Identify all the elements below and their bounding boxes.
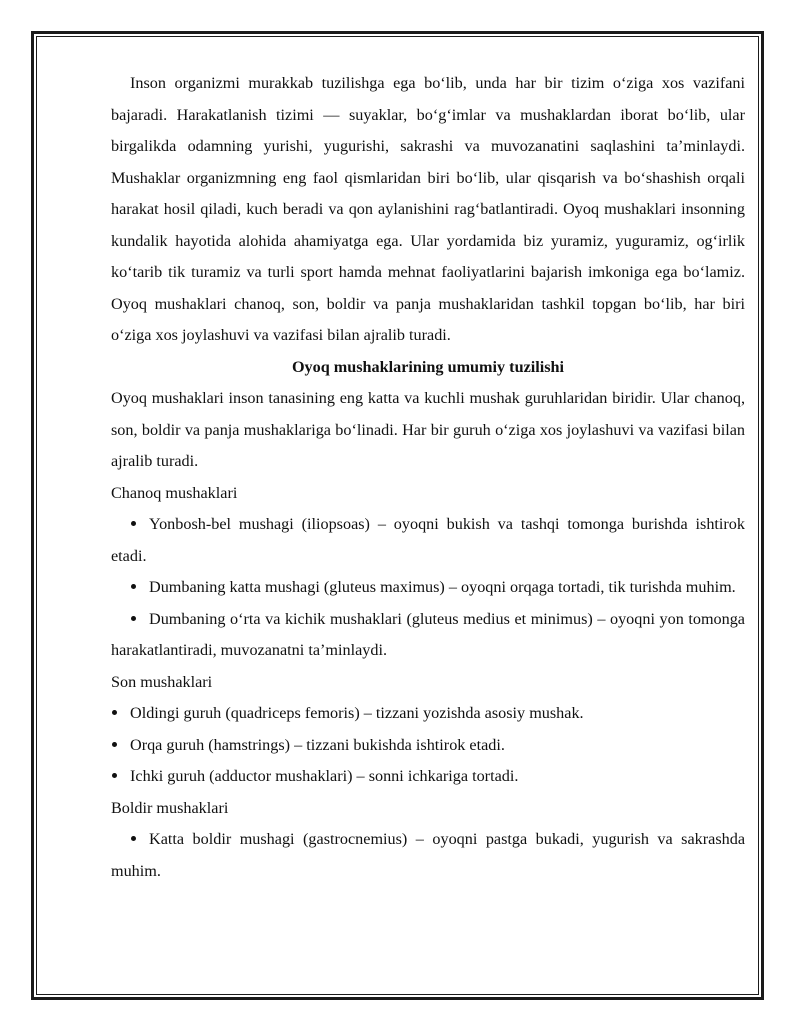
group-title-chanoq: Chanoq mushaklari: [111, 483, 238, 502]
bullet-icon: [130, 604, 149, 636]
list-item-text: Dumbaning o‘rta va kichik mushaklari (gluteus medius et minimus) – oyoqni yon tomonga harakatlantiradi, muvozanatni ta’minlaydi.: [111, 609, 745, 659]
bullet-icon: [130, 572, 149, 604]
bullet-icon: [130, 509, 149, 541]
section-heading: Oyoq mushaklarining umumiy tuzilishi: [291, 357, 565, 376]
bullet-icon: [130, 824, 149, 856]
list-item: [111, 761, 745, 793]
section-paragraph: Oyoq mushaklari inson tanasining eng katta va kuchli mushak guruhlaridan biridir. Ular chanoq, son, boldir va panja mushaklariga bo‘linadi. Har bir guruh o‘ziga xos joylashuvi va vazifasi bilan ajralib turadi.: [111, 389, 745, 470]
list-item: [111, 698, 745, 730]
list-item: [111, 730, 745, 762]
list-item: [111, 604, 745, 667]
list-item-text: Yonbosh-bel mushagi (iliopsoas) – oyoqni bukish va tashqi tomonga burishda ishtirok etadi.: [111, 515, 745, 565]
list-item-text: Katta boldir mushagi (gastrocnemius) – oyoqni pastga bukadi, yugurish va sakrashda muhim.: [111, 830, 745, 880]
intro-paragraph: Inson organizmi murakkab tuzilishga ega bo‘lib, unda har bir tizim o‘ziga xos vazifani bajaradi. Harakatlanish tizimi — suyaklar, bo‘g‘imlar va mushaklardan iborat bo‘lib, ular birgalikda odamning yurishi, yugurishi, sakrashi va muvozanatini saqlashini ta’minlaydi. Mushaklar organizmning eng faol qismlaridan biri bo‘lib, ular qisqarish va bo‘shashish orqali harakat hosil qiladi, kuch beradi va qon aylanishini rag‘batlantiradi. Oyoq mushaklari insonning kundalik hayotida alohida ahamiyatga ega. Ular yordamida biz yuramiz, yuguramiz, og‘irlik ko‘tarib tik turamiz va turli sport hamda mehnat faoliyatlarini bajarish imkoniga ega bo‘lamiz. Oyoq mushaklari chanoq, son, boldir va panja mushaklaridan tashkil topgan bo‘lib, har biri o‘ziga xos joylashuvi va vazifasi bilan ajralib turadi.: [111, 74, 745, 344]
group-title-son: Son mushaklari: [111, 672, 213, 691]
list-item-text: Orqa guruh (hamstrings) – tizzani bukishda ishtirok etadi.: [130, 735, 505, 754]
list-item: [111, 824, 745, 887]
list-item-text: Oldingi guruh (quadriceps femoris) – tizzani yozishda asosiy mushak.: [130, 704, 584, 722]
document-body: [111, 68, 745, 887]
group-title-boldir: Boldir mushaklari: [111, 798, 229, 817]
list-item-text: Ichki guruh (adductor mushaklari) – sonni ichkariga tortadi.: [130, 767, 519, 785]
list-item: [111, 572, 745, 604]
list-item: [111, 509, 745, 572]
bullet-icon: [111, 698, 130, 730]
list-item-text: Dumbaning katta mushagi (gluteus maximus) – oyoqni orqaga tortadi, tik turishda muhim.: [149, 578, 736, 596]
bullet-icon: [111, 761, 130, 793]
bullet-icon: [111, 730, 130, 762]
